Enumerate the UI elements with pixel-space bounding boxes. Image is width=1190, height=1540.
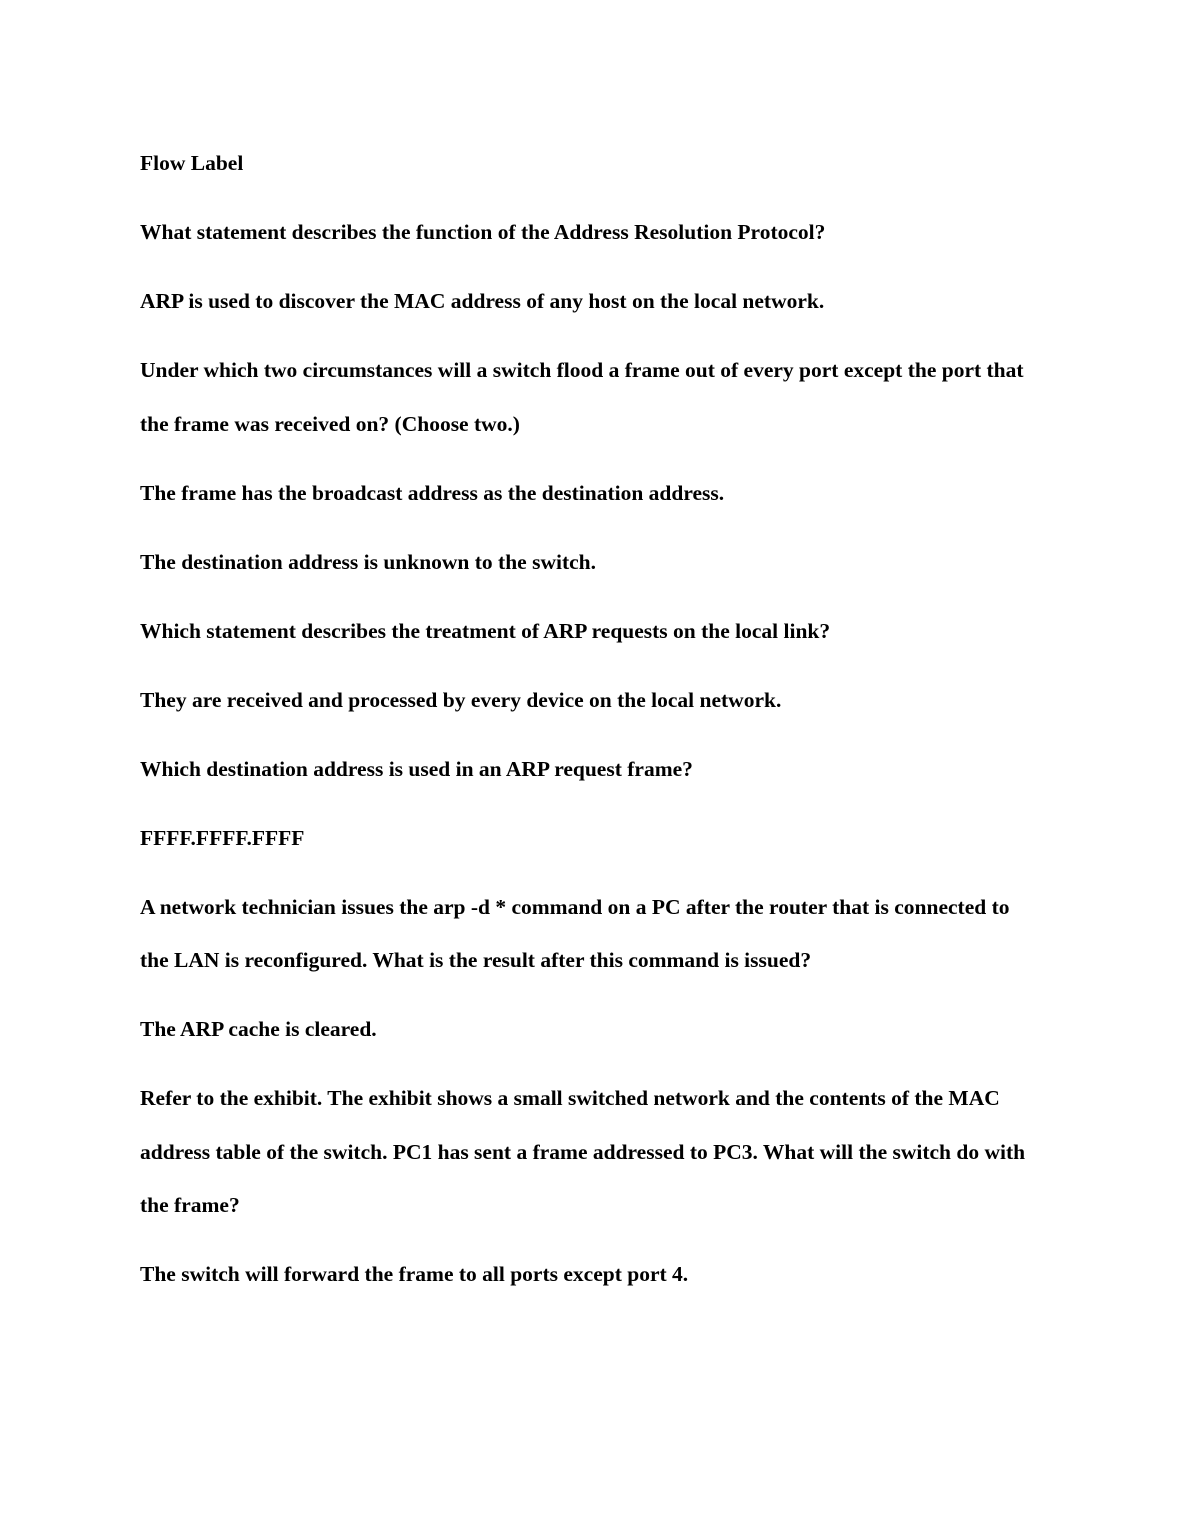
- question-5: A network technician issues the arp -d * command on a PC after the router that is connected to the LAN is reconfigured. What is the result after this command is issued?: [140, 894, 1010, 972]
- question-1: What statement describes the function of the Address Resolution Protocol?: [140, 220, 826, 244]
- document-body: [140, 137, 1030, 1317]
- answer-5: The ARP cache is cleared.: [140, 1017, 377, 1041]
- answer-3: They are received and processed by every device on the local network.: [140, 687, 782, 712]
- question-3: Which statement describes the treatment of ARP requests on the local link?: [140, 618, 831, 643]
- question-6: Refer to the exhibit. The exhibit shows a small switched network and the contents of the MAC address table of the switch. PC1 has sent a frame addressed to PC3. What will the switch do with the frame?: [140, 1086, 1026, 1217]
- answer-2a: The frame has the broadcast address as the destination address.: [140, 480, 725, 505]
- answer-4: FFFF.FFFF.FFFF: [140, 825, 305, 850]
- question-2: Under which two circumstances will a switch flood a frame out of every port except the port that the frame was received on? (Choose two.): [140, 358, 1024, 436]
- answer-2b: The destination address is unknown to the switch.: [140, 549, 596, 574]
- answer-6: The switch will forward the frame to all ports except port 4.: [140, 1262, 689, 1286]
- question-4: Which destination address is used in an ARP request frame?: [140, 756, 693, 781]
- heading-flow-label: Flow Label: [140, 151, 244, 175]
- answer-1: ARP is used to discover the MAC address of any host on the local network.: [140, 289, 825, 313]
